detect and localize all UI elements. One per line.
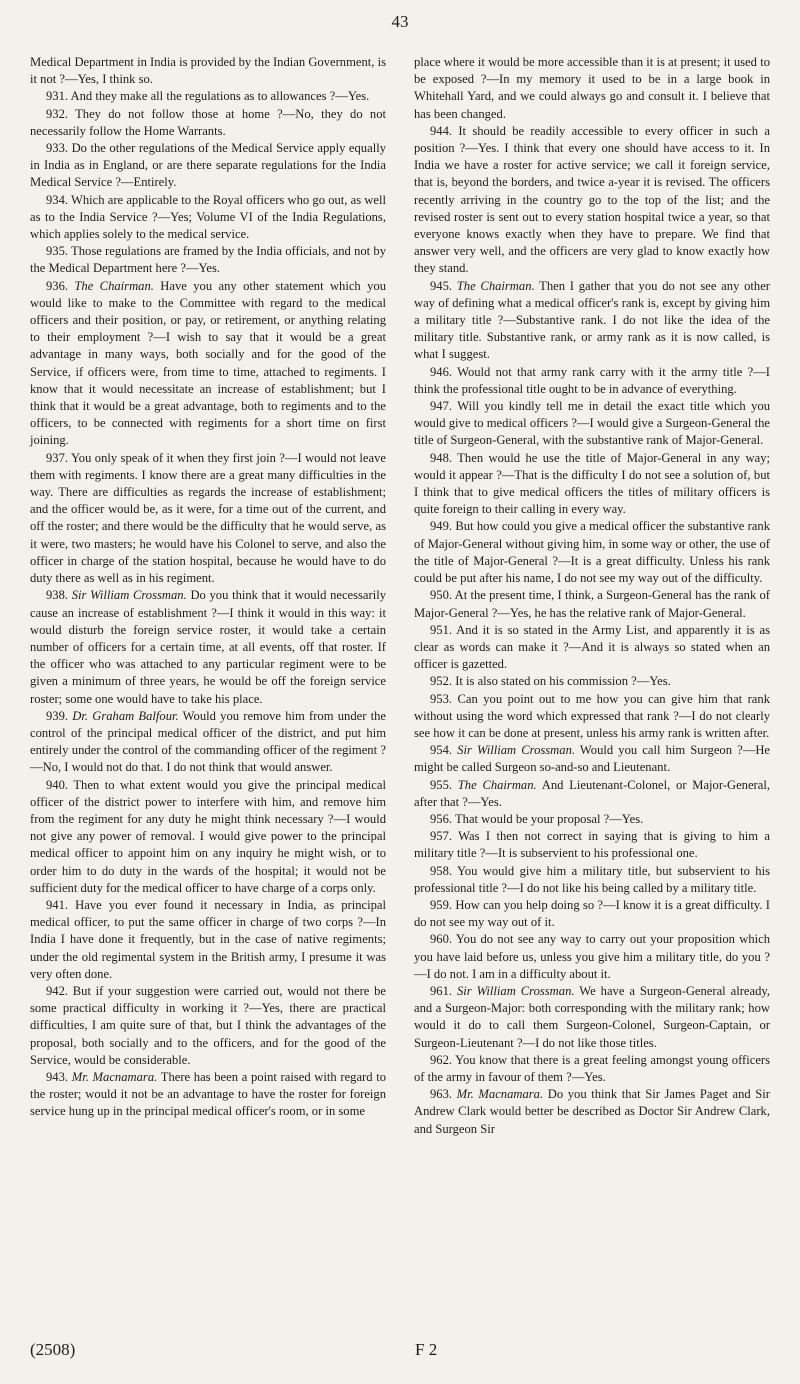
paragraph <box>30 88 386 105</box>
question-number: 936. <box>46 278 75 293</box>
paragraph <box>414 587 770 621</box>
question-number: 939. <box>46 708 73 723</box>
paragraph-text: 948. Then would he use the title of Major-General in any way; would it appear ?—That is the difficulty I do not see a solution of, but I think that to give medical officers the titles of military officers is quite foreign to their calling in every way. <box>414 450 770 517</box>
paragraph-text: 931. And they make all the regulations as to allowances ?—Yes. <box>46 89 370 104</box>
paragraph <box>414 828 770 862</box>
right-column <box>414 54 770 1138</box>
paragraph-text: 947. Will you kindly tell me in detail the exact title which you would give to medical officers ?—I would give a Surgeon-General the title of Surgeon-General, with the substantive rank of Major-General. <box>414 399 770 448</box>
paragraph-text: Would you call him Surgeon ?—He might be called Surgeon so-and-so and Lieutenant. <box>414 743 771 775</box>
paragraph <box>414 54 770 123</box>
paragraph-text: 940. Then to what extent would you give the principal medical officer of the district power to interfere with him, and remove him from the regiment for any duty he might think necessary ?—I would not give any power of removal. I would give power to the principal medical officer to appoint him on any inquiry he might wish, or to order him to do duty in the wards of the hospital; it would not be sufficient duty for the medical officer to have charge of a corps only. <box>30 777 386 895</box>
paragraph <box>414 673 770 690</box>
paragraph <box>414 278 770 364</box>
question-number: 954. <box>430 743 458 758</box>
paragraph-text: 950. At the present time, I think, a Surgeon-General has the rank of Major-General ?—Yes, he has the relative rank of Major-General. <box>414 588 770 620</box>
paragraph-text: 958. You would give him a military title, but subservient to his professional title ?—I do not like his being called by a military title. <box>414 863 770 895</box>
question-number: 943. <box>46 1069 72 1084</box>
speaker-name: Sir William Crossman. <box>71 588 187 603</box>
paragraph <box>414 364 770 398</box>
paragraph-text: 957. Was I then not correct in saying that is giving to him a military title ?—It is subservient to his professional one. <box>414 829 770 861</box>
speaker-name: Mr. Macnamara. <box>456 1087 544 1102</box>
paragraph-text: 944. It should be readily accessible to every officer in such a position ?—Yes. I think that every one should have access to it. In India we have a roster for active service; we call it foreign service, that is, beyond the borders, and twice a-year it is revised. The officers recently arriving in the country go to the top of the list; and the revised roster is sent out to every station hospital twice a year, so that everyone knows exactly when they have to prepare. We find that answer very well, and the officers are very glad to know exactly how they stand. <box>414 123 770 276</box>
speaker-name: Mr. Macnamara. <box>71 1069 158 1084</box>
paragraph <box>30 983 386 1069</box>
speaker-name: The Chairman. <box>456 278 535 293</box>
paragraph <box>414 983 770 1052</box>
paragraph <box>30 243 386 277</box>
paragraph-text: Then I gather that you do not see any other way of defining what a medical officer's rank is, except by giving him a military title ?—Substantive rank. I do not like the idea of the military title. Substantive rank, or army rank as it is now called, is what I suggest. <box>414 278 770 362</box>
paragraph-text: 949. But how could you give a medical officer the substantive rank of Major-General without giving him, in some way or other, the use of the title of Major-General ?—It is a great difficulty. Unless his rank could be put after his name, I do not see my way out of the difficulty. <box>414 519 770 586</box>
speaker-name: The Chairman. <box>74 278 154 293</box>
speaker-name: Sir William Crossman. <box>457 743 576 758</box>
paragraph <box>414 1086 770 1138</box>
paragraph <box>30 708 386 777</box>
paragraph-text: 959. How can you help doing so ?—I know it is a great difficulty. I do not see my way out of it. <box>414 897 770 930</box>
paragraph-text: We have a Surgeon-General already, and a Surgeon-Major: both corresponding with the military rank; how would it do to call them Surgeon-Colonel, Surgeon-Captain, or Surgeon-Lieutenant ?—I do not like those titles. <box>414 983 771 1050</box>
paragraph-text: 956. That would be your proposal ?—Yes. <box>430 811 644 826</box>
question-number: 938. <box>46 588 72 603</box>
paragraph-text: 962. You know that there is a great feeling amongst young officers of the army in favour of them ?—Yes. <box>414 1052 770 1084</box>
paragraph <box>414 398 770 450</box>
paragraph-text: 951. And it is so stated in the Army List, and apparently it is as clear as words can make it ?—And it is always so stated when an officer is gazetted. <box>414 622 770 672</box>
question-number: 955. <box>430 777 458 792</box>
speaker-name: The Chairman. <box>457 777 537 792</box>
paragraph <box>30 897 386 983</box>
paragraph-text: 937. You only speak of it when they first join ?—I would not leave them with regiments. I know there are a great many difficulties in the way. There are difficulties as regards the increase of establishment; and the officer would be, as it were, for a time out of the current, and off the roster; and there would be the difficulty that he would serve, as it were, two masters; he would have his Colonel to serve, and also the officer in charge of the station hospital, because he would have to do duty there as well as in his regiment. <box>30 450 386 586</box>
paragraph-text: 932. They do not follow those at home ?—No, they do not necessarily follow the Home Warrants. <box>30 106 386 138</box>
paragraph <box>414 742 770 776</box>
paragraph <box>414 450 770 519</box>
paragraph <box>414 931 770 983</box>
paragraph-text: 946. Would not that army rank carry with it the army title ?—I think the professional title ought to be in advance of everything. <box>414 364 770 396</box>
paragraph <box>30 54 386 88</box>
paragraph <box>414 518 770 587</box>
paragraph <box>30 587 386 707</box>
paragraph <box>30 450 386 588</box>
question-number: 963. <box>430 1087 457 1102</box>
question-number: 945. <box>430 278 457 293</box>
paragraph-text: Medical Department in India is provided by the Indian Government, is it not ?—Yes, I think so. <box>30 55 386 87</box>
speaker-name: Dr. Graham Balfour. <box>72 708 179 723</box>
paragraph-text: Do you think that Sir James Paget and Sir Andrew Clark would better be described as Doctor Sir Andrew Clark, and Surgeon Sir <box>414 1087 770 1136</box>
question-number: 961. <box>430 983 457 998</box>
paragraph <box>30 1069 386 1121</box>
paragraph-text: 935. Those regulations are framed by the India officials, and not by the Medical Department here ?—Yes. <box>30 244 386 276</box>
paragraph <box>30 106 386 140</box>
paragraph <box>414 691 770 743</box>
paragraph-text: place where it would be more accessible than it is at present; it used to be exposed ?—In my memory it used to be in a large book in Whitehall Yard, and we could always go and consult it. I believe that has been changed. <box>414 55 770 121</box>
paragraph-text: 942. But if your suggestion were carried out, would not there be some practical difficulty in working it ?—Yes, there are practical difficulties, I am quite sure of that, but I think the advantages of the proposal, both socially and to the officers, and for the good of the Service, would be considerable. <box>30 983 386 1067</box>
paragraph <box>414 811 770 828</box>
paragraph <box>414 897 770 931</box>
paragraph <box>414 863 770 897</box>
speaker-name: Sir William Crossman. <box>456 983 575 998</box>
paragraph <box>414 1052 770 1086</box>
page-number: 43 <box>391 12 409 31</box>
paragraph-text: Have you any other statement which you would like to make to the Committee with regard to the medical officers and their position, or pay, or retirement, or anything relating to their employment ?—I wish to say that it would be a great advantage in many ways, both socially and for the good of the Service, if officers were, from time to time, attached to regiments. I know that it would necessitate an increase of establishment; but I think that it would be a great advantage, both to regiments and to the officers, to be connected with regiments for a short time on first joining. <box>30 278 386 448</box>
paragraph-text: 933. Do the other regulations of the Medical Service apply equally in India as in England, or are there separate regulations for the India Medical Service ?—Entirely. <box>30 141 386 190</box>
print-code: (2508) <box>30 1340 76 1359</box>
paragraph <box>30 192 386 244</box>
left-column <box>30 54 386 1121</box>
paragraph <box>414 777 770 811</box>
paragraph-text: 960. You do not see any way to carry out your proposition which you have laid before us, unless you give him a military title, do you ?—I do not. I am in a difficulty about it. <box>414 932 770 981</box>
paragraph-text: 941. Have you ever found it necessary in India, as principal medical officer, to put the same officer in charge of two corps ?—In India I have done it frequently, but in the case of native regiments; under the old regimental system in the British army, I presume it was very often done. <box>30 897 386 981</box>
paragraph-text: There has been a point raised with regard to the roster; would it not be an advantage to have the roster for foreign service hung up in the principal medical officer's room, or in some <box>30 1069 387 1119</box>
paragraph-text: And Lieutenant-Colonel, or Major-General, after that ?—Yes. <box>414 777 770 809</box>
paragraph <box>30 278 386 450</box>
paragraph-text: 953. Can you point out to me how you can give him that rank without using the word which expressed that rank ?—I do not clearly see how it can be done at present, unless his army rank is written after. <box>414 691 770 740</box>
paragraph <box>30 140 386 192</box>
paragraph-text: 934. Which are applicable to the Royal officers who go out, as well as to the India Service ?—Yes; Volume VI of the India Regulations, which applies solely to the medical service. <box>30 192 386 242</box>
paragraph-text: Would you remove him from under the control of the principal medical officer of the district, and put him entirely under the control of the commanding officer of the regiment ?—No, I would not do that. I do not think that would answer. <box>30 708 387 775</box>
paragraph <box>414 622 770 674</box>
paragraph <box>30 777 386 897</box>
paragraph-text: 952. It is also stated on his commission ?—Yes. <box>430 674 671 689</box>
paragraph-text: Do you think that it would necessarily cause an increase of establishment ?—I think it would in this way: it would disturb the foreign service roster, it would take a certain number of officers for a certain time, at all events, off that roster. If the officer who was attached to any particular regiment were to be given a minimum of three years, he would be off the foreign service roster; some one would have to take his place. <box>30 588 387 706</box>
signature-mark: F 2 <box>415 1340 438 1359</box>
paragraph <box>414 123 770 278</box>
